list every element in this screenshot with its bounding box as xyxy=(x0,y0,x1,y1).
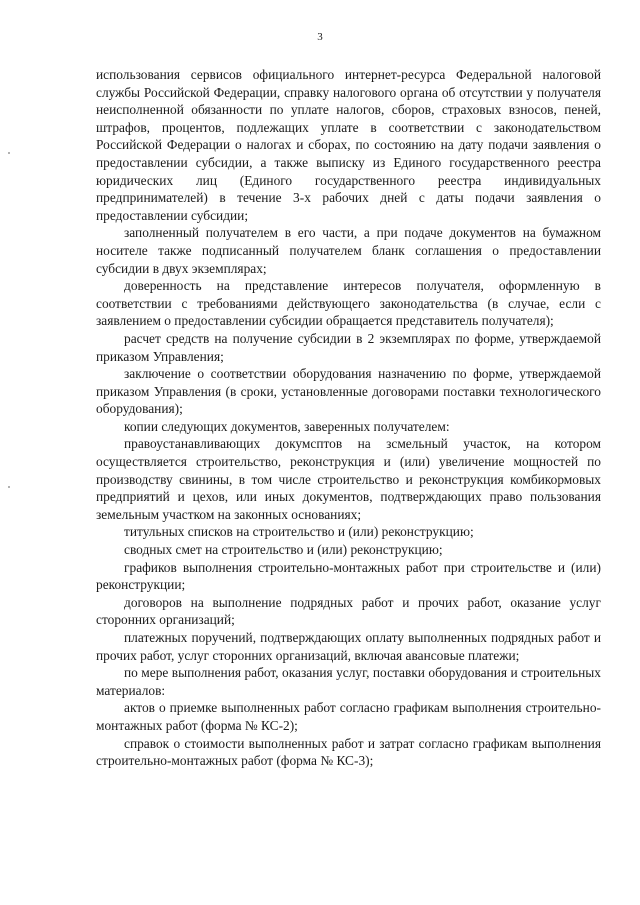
paragraph-contracts: договоров на выполнение подрядных работ и прочих работ, оказание услуг сторонних организаций; xyxy=(96,594,601,628)
paragraph-cost-estimates: сводных смет на строительство и (или) реконструкцию; xyxy=(124,542,443,558)
paragraph-continuation: использования сервисов официального интернет-ресурса Федеральной налоговой службы Российской Федерации, справку налогового органа об отсутствии у получателя неисполненной обязанности по уплате налогов, сборов, страховых взносов, пеней, штрафов, процентов, подлежащих уплате в соответствии с законодательством Российской Федерации о налогах и сборах, по состоянию на дату подачи заявления о предоставлении субсидии, а также выписку из Единого государственного реестра юридических лиц (Единого государственного реестра индивидуальных предпринимателей) в течение 3-х рабочих дней с даты подачи заявления о предоставлении субсидии; xyxy=(96,67,601,223)
scan-margin-mark xyxy=(8,486,10,488)
scan-margin-mark xyxy=(8,152,10,154)
paragraph-as-work-progresses: по мере выполнения работ, оказания услуг, поставки оборудования и строительных материалов: xyxy=(96,665,601,698)
paragraph-power-of-attorney: доверенность на представление интересов получателя, оформленную в соответствии с требованиями действующего законодательства (в случае, если с заявлением о предоставлении субсидии обращается представитель получателя); xyxy=(96,278,601,329)
document-body xyxy=(96,66,601,770)
paragraph-land-documents: правоустанавливающих докумсптов на зсмельный участок, на котором осуществляется строительство, реконструкция и (или) увеличение мощностей по производству свинины, в том числе строительство и реконструкция комбикормовых предприятий и цехов, или иных документов, подтверждающих право пользования земельным участком на законных основаниях; xyxy=(96,436,601,522)
paragraph-ks2-acts: актов о приемке выполненных работ согласно графикам выполнения строительно-монтажных работ (форма № КС-2); xyxy=(96,700,601,733)
paragraph-equipment-conclusion: заключение о соответствии оборудования назначению по форме, утверждаемой приказом Управления (в сроки, установленные договорами поставки технологического оборудования); xyxy=(96,366,601,417)
paragraph-subsidy-calculation: расчет средств на получение субсидии в 2 экземплярах по форме, утверждаемой приказом Управления; xyxy=(96,330,601,364)
paragraph-work-schedules: графиков выполнения строительно-монтажных работ при строительстве и (или) реконструкции; xyxy=(96,559,601,593)
paragraph-document-copies: копии следующих документов, заверенных получателем: xyxy=(124,418,450,434)
paragraph-agreement-form: заполненный получателем в его части, а при подаче документов на бумажном носителе также подписанный получателем бланк соглашения о предоставлении субсидии в двух экземплярах; xyxy=(96,225,601,276)
paragraph-title-lists: титульных списков на строительство и (или) реконструкцию; xyxy=(124,524,474,540)
page-number: 3 xyxy=(317,31,323,43)
paragraph-payment-orders: платежных поручений, подтверждающих оплату выполненных подрядных работ и прочих работ, услуг сторонних организаций, включая авансовые платежи; xyxy=(96,630,601,663)
paragraph-ks3-certificates: справок о стоимости выполненных работ и затрат согласно графикам выполнения строительно-монтажных работ (форма № КС-3); xyxy=(96,735,601,769)
